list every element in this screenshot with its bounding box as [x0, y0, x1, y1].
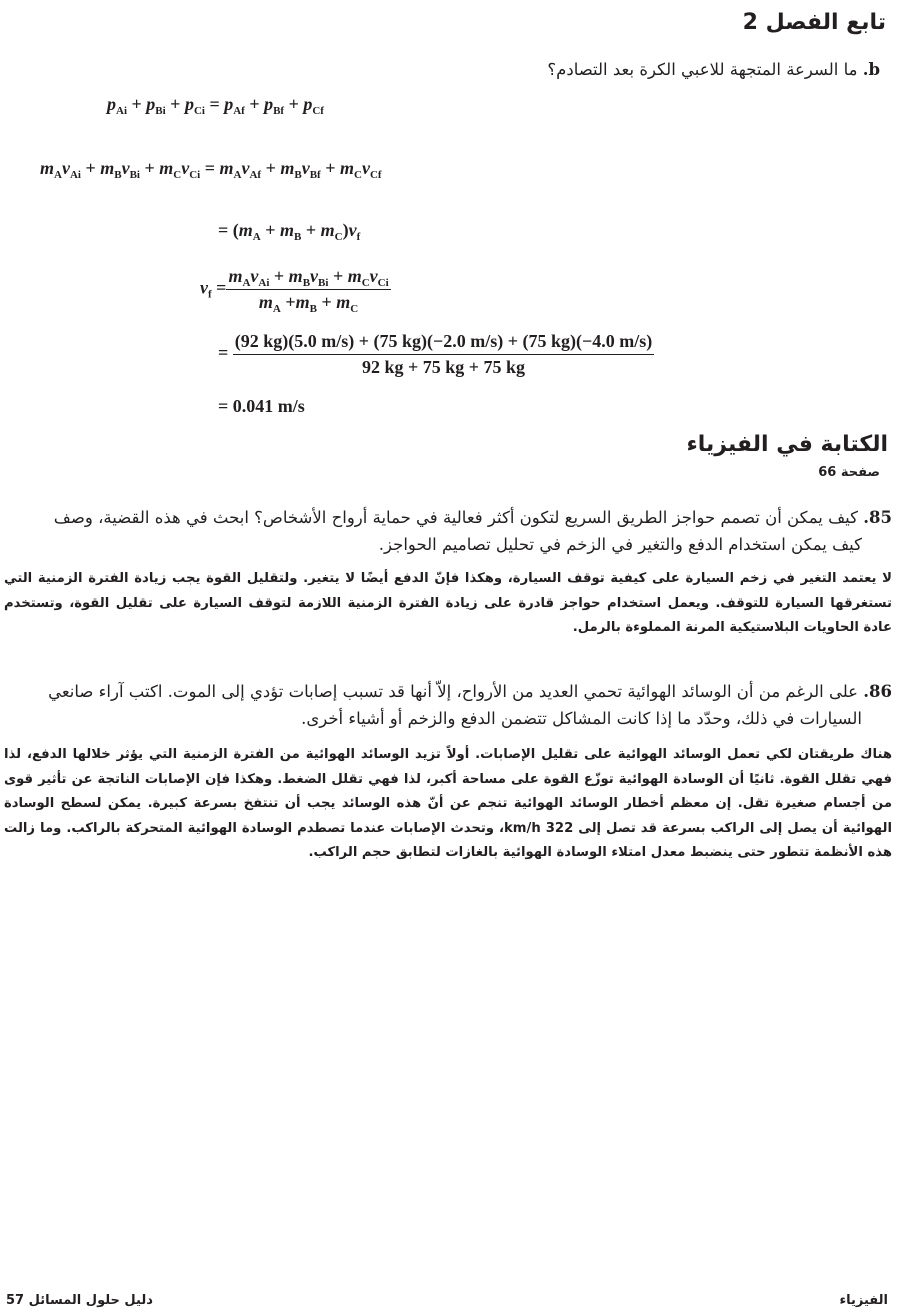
problem-86-number: 86. — [863, 682, 892, 701]
question-b — [547, 58, 880, 82]
problem-86-line1: 86. على الرغم من أن الوسائد الهوائية تحمي العديد من الأرواح، إلاّ أنها قد تسبب إصابات تؤدي إلى الموت. اكتب آراء صانعي — [48, 682, 892, 701]
equation-final-velocity-symbolic: $v_f$ = $\frac{m_Av_{Ai} + m_Bv_{Bi} + m_Cv_{Ci}}{m_A +m_B + m_C}$ — [200, 266, 389, 315]
fraction-numeric-denominator: 92 kg + 75 kg + 75 kg — [361, 357, 526, 377]
problem-85-answer: لا يعتمد التغير في زخم السيارة على كيفية توقف السيارة، وهكذا فإنّ الدفع أيضًا لا يتغير. ولتقليل القوة يجب زيادة الفترة الزمنية التي تستغرقها السيارة للتوقف. ويعمل استخدام حواجز قادرة على زيادة الفترة الزمنية اللازمة لتوقف السيارة على تقليل القوة، وتستخدم عادة الحاويات البلاستيكية المرنة المملوءة بالرمل. — [4, 571, 892, 635]
section-title: الكتابة في الفيزياء — [686, 432, 888, 457]
footer-right: الفيزياء — [839, 1293, 888, 1308]
fraction-symbolic-denominator: $m_A +m_B + m_C$ — [258, 292, 359, 315]
equation-momentum-conservation: $p_{Ai} + p_{Bi} + p_{Ci} = p_{Af} + p_{Bf} + p_{Cf}$ — [107, 94, 324, 117]
fraction-symbolic-numerator: $m_Av_{Ai} + m_Bv_{Bi} + m_Cv_{Ci}$ — [228, 266, 389, 289]
footer-left: دليل حلول المسائل 57 — [6, 1293, 153, 1308]
fraction-numeric — [233, 331, 655, 378]
page-ref: صفحة 66 — [818, 465, 880, 480]
equation-combined-mass: = $(m_A + m_B + m_C)v_f$ — [218, 220, 361, 243]
fraction-numeric-numerator: (92 kg)(5.0 m/s) + (75 kg)(−2.0 m/s) + (75 kg)(−4.0 m/s) — [233, 331, 655, 355]
problem-86-line2: السيارات في ذلك، وحدّد ما إذا كانت المشاكل تتضمن الدفع والزخم أو أشياء أخرى. — [301, 709, 862, 728]
fraction-symbolic — [226, 266, 390, 313]
question-b-text: ما السرعة المتجهة للاعبي الكرة بعد التصادم؟ — [547, 60, 858, 79]
problem-86-question — [4, 680, 892, 731]
problem-86-answer: هناك طريقتان لكي تعمل الوسائد الهوائية على تقليل الإصابات. أولاً تزيد الوسائد الهوائية من الفترة الزمنية التي يؤثر خلالها الدفع، لذا فهي تقلل القوة. ثانيًا أن الوسادة الهوائية توزّع القوة على مساحة أكبر، لذا فهي تقلل الضغط. وهكذا فإن الإصابات الناتجة عن تأثير قوى من أجسام صغيرة تقل. إن معظم أخطار الوسائد الهوائية تنجم عن أنّ هذه الوسائد يجب أن تنتفخ بسرعة كبيرة. يمكن لسطح الوسادة الهوائية أن يصل إلى الراكب بسرعة قد تصل إلى 322 km/h، وتحدث الإصابات عندما تصطدم الوسادة الهوائية المتحركة بالراكب. وما زالت هذه الأنظمة تتطور حتى ينضبط معدل امتلاء الوسادة الهوائية بالغازات لتطابق حجم الراكب. — [4, 747, 892, 860]
problem-85-question — [4, 506, 892, 557]
question-b-label: b. — [862, 60, 880, 79]
problem-85-line1: 85. كيف يمكن أن تصمم حواجز الطريق السريع لتكون أكثر فعالية في حماية أرواح الأشخاص؟ ابحث في هذه القضية، وصف — [53, 508, 892, 527]
final-result: = 0.041 m/s — [218, 396, 305, 416]
chapter-title: تابع الفصل 2 — [742, 10, 886, 35]
problem-85-number: 85. — [863, 508, 892, 527]
problem-85-line2: كيف يمكن استخدام الدفع والتغير في الزخم في تحليل تصاميم الحواجز. — [378, 535, 862, 554]
equation-final-velocity-numeric: = $\frac{(92 kg)(5.0 m/s) + (75 kg)(-2.0 m/s) + (75 kg)(-4.0 m/s)}{92 kg + 75 kg + 75 kg}$ — [218, 331, 653, 377]
equation-mass-velocity: $m_Av_{Ai} + m_Bv_{Bi} + m_Cv_{Ci} = m_Av_{Af} + m_Bv_{Bf} + m_Cv_{Cf}$ — [40, 158, 382, 181]
